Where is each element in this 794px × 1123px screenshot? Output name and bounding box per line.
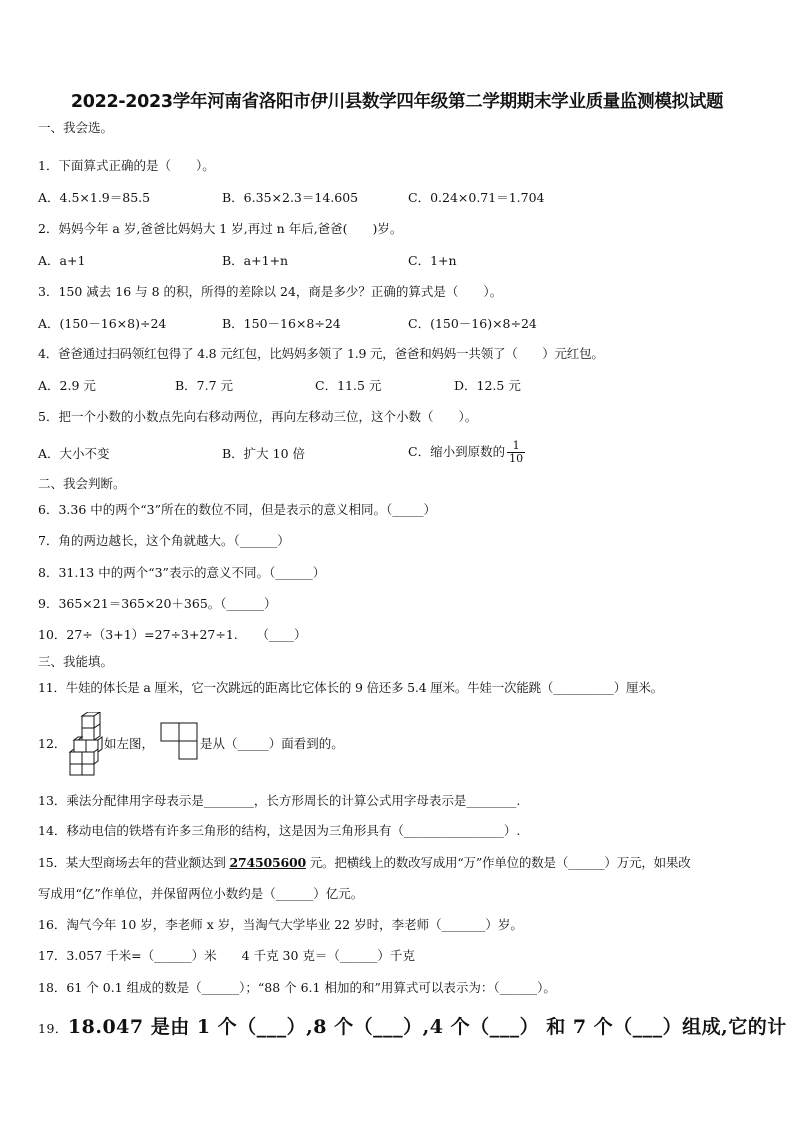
question-2-option-a: A．a+1 [38,253,86,268]
question-1-option-a: A．4.5×1.9＝85.5 [38,190,151,205]
page-title: 2022-2023学年河南省洛阳市伊川县数学四年级第二学期期末学业质量监测模拟试题 [70,92,724,112]
question-5-option-c [408,434,525,470]
question-6: 6．3.36 中的两个“3”所在的数位不同，但是表示的意义相同。（_____） [38,502,436,517]
question-4-option-b: B．7.7 元 [175,378,234,393]
question-3-option-a: A．(150－16×8)÷24 [38,316,167,331]
view-grid-figure [160,722,200,762]
question-8: 8．31.13 中的两个“3”表示的意义不同。（______） [38,565,326,580]
cube-stack-figure [64,712,104,776]
fraction-one-tenth [507,440,525,465]
question-15-number: 274505600 [229,855,306,870]
question-17: 17．3.057 千米=（______）米 4 千克 30 克＝（______）千克 [38,948,415,963]
question-15-line-2: 写成用“亿”作单位，并保留两位小数约是（______）亿元。 [38,886,364,901]
question-2-option-b: B．a+1+n [222,253,289,268]
question-4-stem: 4．爸爸通过扫码领红包得了 4.8 元红包，比妈妈多领了 1.9 元，爸爸和妈妈一共领了（ ）元红包。 [38,346,604,361]
question-15-prefix: 15．某大型商场去年的营业额达到 [38,855,230,870]
question-3-stem: 3．150 减去 16 与 8 的积，所得的差除以 24，商是多少？正确的算式是（ ）。 [38,284,503,299]
question-10: 10．27÷（3+1）=27÷3+27÷1. （____） [38,627,307,642]
question-4-option-a: A．2.9 元 [38,378,96,393]
question-7: 7．角的两边越长，这个角就越大。（______） [38,533,290,548]
fraction-denominator: 10 [509,452,524,465]
question-1-option-c: C．0.24×0.71＝1.704 [408,190,545,205]
fraction-numerator: 1 [507,440,525,453]
question-2-stem: 2．妈妈今年 a 岁,爸爸比妈妈大 1 岁,再过 n 年后,爸爸( )岁。 [38,221,403,236]
question-3-option-c: C．(150－16)×8÷24 [408,316,537,331]
question-9: 9．365×21＝365×20＋365。（______） [38,596,277,611]
question-19-number: 19． [38,1021,68,1036]
question-18: 18．61 个 0.1 组成的数是（______）；“88 个 6.1 相加的和”用算式可以表示为：（______）。 [38,980,556,995]
question-13: 13．乘法分配律用字母表示是________，长方形周长的计算公式用字母表示是________. [38,793,521,808]
question-1-stem: 1．下面算式正确的是（ ）。 [38,158,215,173]
question-12-number: 12． [38,736,67,751]
question-12-text-end: 是从（_____）面看到的。 [200,736,344,751]
question-5-stem: 5．把一个小数的小数点先向右移动两位，再向左移动三位，这个小数（ ）。 [38,409,478,424]
question-2-option-c: C．1+n [408,253,457,268]
section-heading-choice: 一、我会选。 [38,120,114,135]
question-3-option-b: B．150－16×8÷24 [222,316,341,331]
question-16: 16．淘气今年 10 岁，李老师 x 岁，当淘气大学毕业 22 岁时，李老师（_______）岁。 [38,917,523,932]
question-5-option-b: B．扩大 10 倍 [222,446,306,461]
section-heading-fill: 三、我能填。 [38,654,114,669]
question-5-option-c-text: C．缩小到原数的 [408,444,506,459]
question-4-option-c: C．11.5 元 [315,378,382,393]
question-1-option-b: B．6.35×2.3＝14.605 [222,190,359,205]
section-heading-judge: 二、我会判断。 [38,476,126,491]
question-11: 11．牛娃的体长是 a 厘米，它一次跳远的距离比它体长的 9 倍还多 5.4 厘米。牛娃一次能跳（__________）厘米。 [38,680,663,695]
question-15-suffix: 元。把横线上的数改写成用“万”作单位的数是（______）万元，如果改 [305,855,691,870]
question-12-text-mid: 如左图， [104,736,155,751]
question-19 [38,1012,787,1039]
question-5-option-a: A．大小不变 [38,446,110,461]
question-14: 14．移动电信的铁塔有许多三角形的结构，这是因为三角形具有（________________）. [38,823,521,838]
question-19-text: 18.047 是由 1 个（___）,8 个（___）,4 个（___） 和 7 个（___）组成,它的计 [67,1016,787,1038]
question-4-option-d: D．12.5 元 [454,378,521,393]
question-15-line-1 [38,855,691,871]
